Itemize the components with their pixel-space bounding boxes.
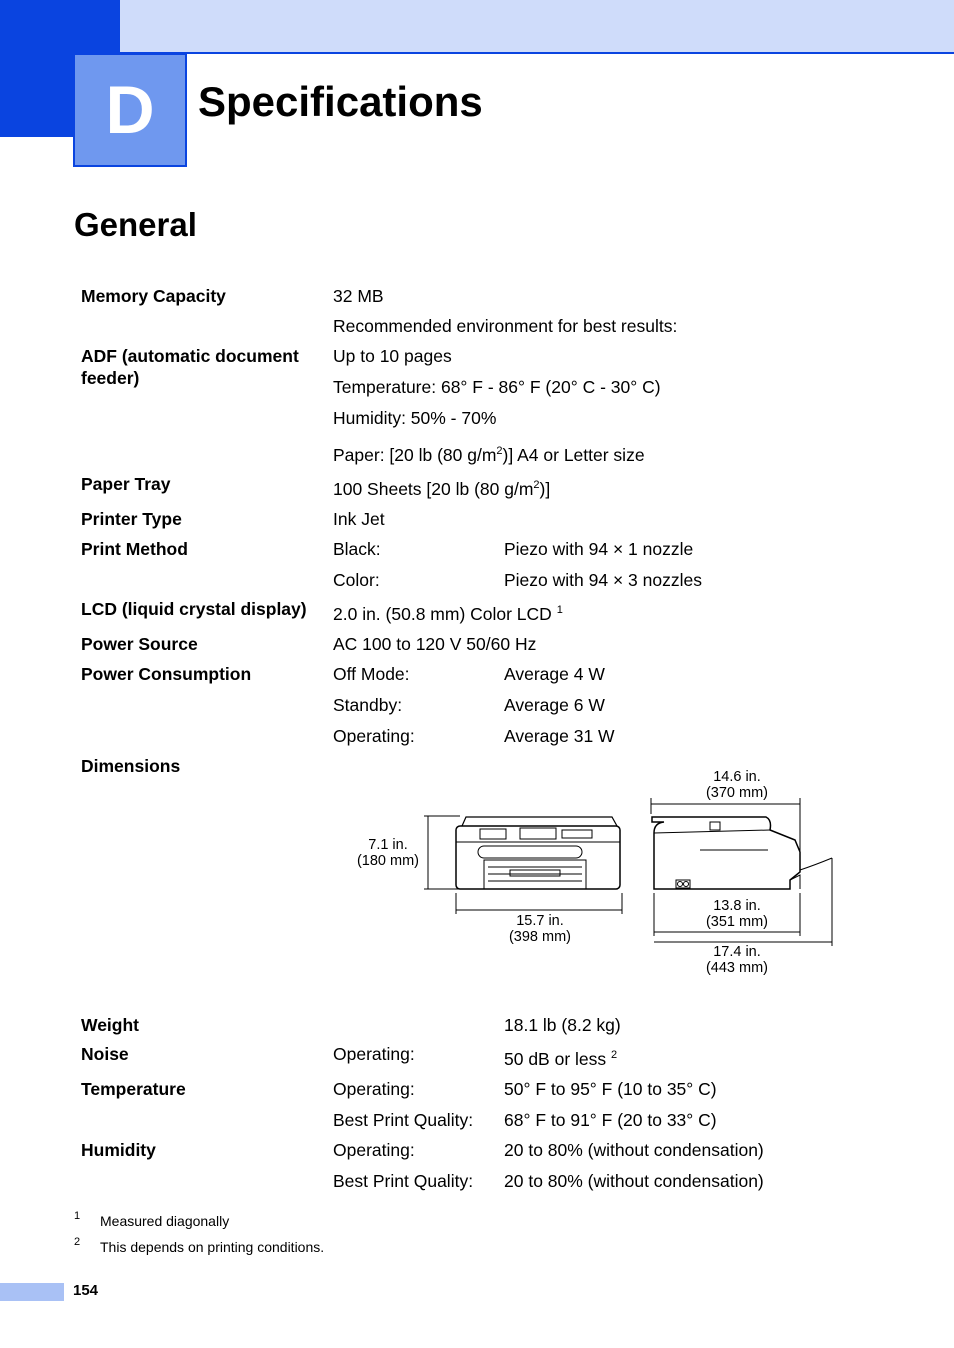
- chapter-letter: D: [105, 72, 155, 148]
- spec-label-adf-line1: ADF (automatic document: [81, 346, 299, 366]
- temperature-op-label: Operating:: [333, 1079, 415, 1099]
- spec-label-adf-line2: feeder): [81, 368, 140, 388]
- spec-value-power-source: AC 100 to 120 V 50/60 Hz: [333, 634, 537, 654]
- temperature-op-value: 50° F to 95° F (10 to 35° C): [504, 1079, 717, 1099]
- spec-label-lcd: LCD (liquid crystal display): [81, 599, 307, 619]
- humidity-best-label: Best Print Quality:: [333, 1171, 474, 1191]
- footnote-1-number: 1: [74, 1210, 81, 1222]
- spec-label-power-source: Power Source: [81, 634, 198, 654]
- noise-value-text: 50 dB or less: [504, 1049, 607, 1069]
- lcd-footnote-ref: 1: [556, 604, 563, 616]
- lcd-value-text: 2.0 in. (50.8 mm) Color LCD: [333, 604, 552, 624]
- dim-full-in: 17.4 in.: [713, 944, 761, 960]
- spec-label-power-consumption: Power Consumption: [81, 664, 252, 684]
- power-standby-value: Average 6 W: [504, 695, 605, 715]
- adf-paper-suffix: )] A4 or Letter size: [502, 445, 645, 465]
- print-method-color-value: Piezo with 94 × 3 nozzles: [504, 570, 702, 590]
- dim-full-label: [693, 944, 781, 976]
- dim-depth-mm: (370 mm): [705, 785, 769, 801]
- spec-label-humidity: Humidity: [81, 1140, 156, 1160]
- dim-depth-label: [693, 769, 781, 801]
- paper-tray-prefix: 100 Sheets [20 lb (80 g/m: [333, 479, 534, 499]
- dim-width-label: [498, 913, 582, 945]
- spec-value-adf: Up to 10 pages: [333, 346, 452, 366]
- power-operating-value: Average 31 W: [504, 726, 615, 746]
- power-off-label: Off Mode:: [333, 664, 410, 684]
- paper-tray-sup: 2: [533, 479, 540, 491]
- footnote-1-text: Measured diagonally: [100, 1213, 230, 1229]
- adf-humidity: Humidity: 50% - 70%: [333, 408, 497, 428]
- noise-mode-label: Operating:: [333, 1044, 415, 1064]
- spec-label-weight: Weight: [81, 1015, 140, 1035]
- dim-full-mm: (443 mm): [705, 960, 769, 976]
- print-method-black-value: Piezo with 94 × 1 nozzle: [504, 539, 694, 559]
- adf-environment-note: Recommended environment for best results:: [333, 316, 678, 336]
- dim-height-mm: (180 mm): [356, 853, 420, 869]
- power-standby-label: Standby:: [333, 695, 403, 715]
- adf-paper-sup: 2: [496, 445, 503, 457]
- spec-label-noise: Noise: [81, 1044, 129, 1064]
- footnote-2-number: 2: [74, 1236, 81, 1248]
- spec-label-paper-tray: Paper Tray: [81, 474, 171, 494]
- dim-base-label: [693, 898, 781, 930]
- power-operating-label: Operating:: [333, 726, 415, 746]
- spec-value-noise: [504, 1049, 617, 1069]
- dim-base-mm: (351 mm): [705, 914, 769, 930]
- page-number-tab: [0, 1283, 64, 1301]
- adf-paper-prefix: Paper: [20 lb (80 g/m: [333, 445, 497, 465]
- humidity-best-value: 20 to 80% (without condensation): [504, 1171, 764, 1191]
- temperature-best-value: 68° F to 91° F (20 to 33° C): [504, 1110, 717, 1130]
- humidity-op-value: 20 to 80% (without condensation): [504, 1140, 764, 1160]
- dim-height-label: [345, 837, 431, 869]
- chapter-title: Specifications: [198, 78, 483, 125]
- page-number: 154: [73, 1282, 99, 1299]
- spec-label-temperature: Temperature: [81, 1079, 186, 1099]
- spec-label-memory: Memory Capacity: [81, 286, 226, 306]
- dim-base-in: 13.8 in.: [713, 898, 761, 914]
- power-off-value: Average 4 W: [504, 664, 605, 684]
- print-method-black-label: Black:: [333, 539, 381, 559]
- dim-depth-in: 14.6 in.: [713, 769, 761, 785]
- dim-height-in: 7.1 in.: [368, 837, 408, 853]
- adf-temperature: Temperature: 68° F - 86° F (20° C - 30° C): [333, 377, 661, 397]
- temperature-best-label: Best Print Quality:: [333, 1110, 474, 1130]
- section-title: General: [74, 206, 197, 243]
- spec-value-printer-type: Ink Jet: [333, 509, 385, 529]
- print-method-color-label: Color:: [333, 570, 380, 590]
- spec-value-memory: 32 MB: [333, 286, 384, 306]
- dim-width-mm: (398 mm): [508, 929, 572, 945]
- humidity-op-label: Operating:: [333, 1140, 415, 1160]
- spec-label-print-method: Print Method: [81, 539, 188, 559]
- noise-footnote-ref: 2: [611, 1049, 618, 1061]
- paper-tray-suffix: )]: [539, 479, 551, 499]
- spec-label-dimensions: Dimensions: [81, 756, 181, 776]
- spec-label-printer-type: Printer Type: [81, 509, 182, 529]
- footnote-2-text: This depends on printing conditions.: [100, 1239, 325, 1255]
- spec-value-weight: 18.1 lb (8.2 kg): [504, 1015, 621, 1035]
- dim-width-in: 15.7 in.: [516, 913, 564, 929]
